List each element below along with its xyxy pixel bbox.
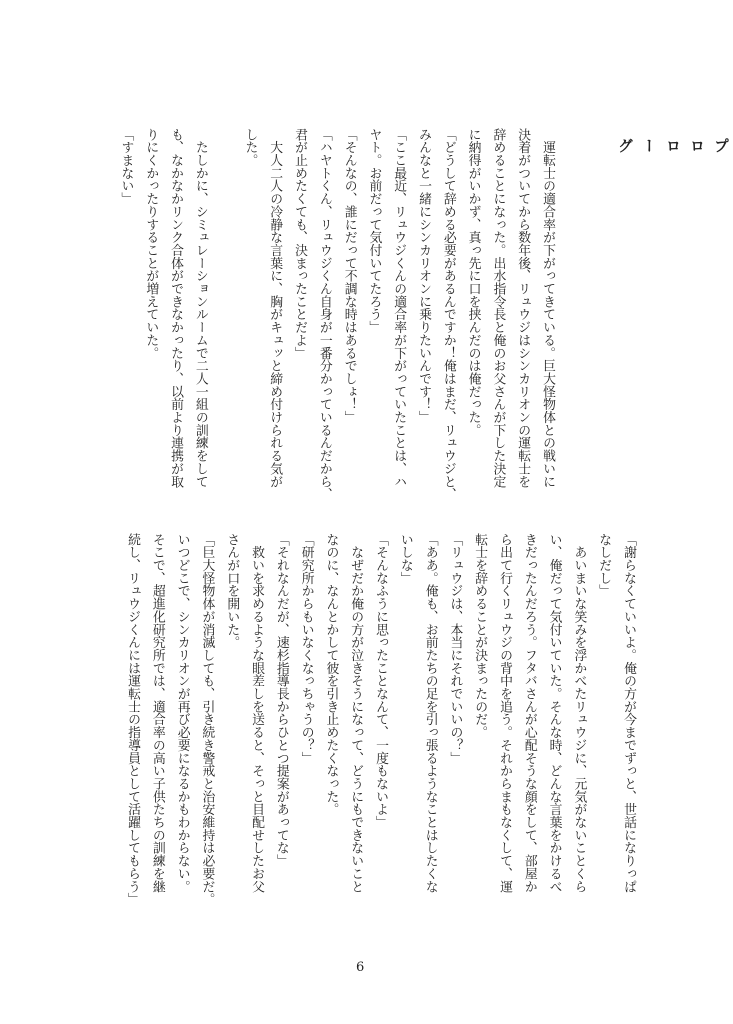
text-line: 転士を辞めることが決まったのだ。 [472, 533, 488, 739]
text-line: みんなと一緒にシンカリオンに乗りたいんです！」 [416, 128, 432, 424]
text-line: 「どうして辞める必要があるんですか！俺はまだ、リュウジと、 [440, 128, 456, 501]
text-line: ら出て行くリュウジの背中を追う。それからまもなくして、運 [497, 533, 513, 893]
text-line: なしだし」 [596, 533, 612, 598]
text-line: 「そんなの、誰にだって不調な時はあるでしょ！」 [341, 128, 357, 424]
text-line: 「そんなふうに思ったことなんて、一度もないよ」 [373, 533, 389, 829]
text-line: 「ハヤトくん、リュウジくん自身が一番分かっているんだから、 [316, 128, 332, 501]
text-line: そこで、超進化研究所では、適合率の高い子供たちの訓練を継 [149, 533, 165, 893]
text-line: りにくかったりすることが増えていた。 [143, 128, 159, 360]
text-line: に納得がいかず、真っ先に口を挟んだのは俺だった。 [465, 128, 481, 437]
text-line: 君が止めたくても、決まったことだよ」 [292, 128, 308, 360]
text-line [212, 128, 237, 500]
text-line: 辞めることになった。出水指令長と俺のお父さんが下した決定 [490, 128, 506, 488]
text-tier-top [113, 128, 559, 500]
text-tier-bottom [119, 533, 640, 905]
page-number: 6 [356, 960, 365, 975]
text-line: 「巨大怪物体が消滅しても、引き続き警戒と治安維持は必要だ。 [199, 533, 215, 906]
text-line: 「ここ最近、リュウジくんの適合率が下がっていたことは、ハ [391, 128, 407, 488]
text-line: いつどこで、シンカリオンが再び必要になるかもわからない。 [174, 533, 190, 893]
text-line: 「それなんだが、速杉指導長からひとつ提案があってな」 [273, 533, 289, 868]
text-line: した。 [242, 128, 258, 167]
text-line: さんが口を開いた。 [224, 533, 240, 649]
text-line: あいまいな笑みを浮かべたリュウジに、元気がないことくら [571, 533, 587, 893]
text-line: 「リュウジは、本当にそれでいいの？」 [447, 533, 463, 765]
text-line: も、なかなかリンク合体ができなかったり、以前より連携が取 [168, 128, 184, 488]
text-line: 大人二人の冷静な言葉に、胸がキュッと締め付けられる気が [267, 128, 283, 488]
text-line: たしかに、シミュレーションルームで二人一組の訓練をして [192, 128, 208, 488]
text-line: ヤト。お前だって気付いてたろう」 [366, 128, 382, 334]
chapter-title: プロローグ [616, 138, 730, 154]
text-line: なのに、なんとかして彼を引き止めたくなった。 [323, 533, 339, 816]
text-line: 運転士の適合率が下がってきている。巨大怪物体との戦いに [540, 128, 555, 488]
text-line: なぜだか俺の方が泣きそうになって、どうにもできないこと [348, 533, 364, 893]
text-line: 「ああ。俺も、お前たちの足を引っ張るようなことはしたくな [422, 533, 438, 893]
text-line: 「謝らなくていいよ。俺の方が今までずっと、世話になりっぱ [621, 533, 636, 893]
text-line: いしな」 [397, 533, 413, 585]
text-line: い、俺だって気付いていた。そんな時、どんな言葉をかけるべ [546, 533, 562, 893]
text-line: 救いを求めるような眼差しを送ると、そっと目配せしたお父 [249, 533, 265, 893]
text-line: 続し、リュウジくんには運転士の指導員として活躍してもらう」 [125, 533, 141, 906]
text-line: 「すまない」 [118, 128, 134, 206]
text-line: 「研究所からもいなくなっちゃうの？」 [298, 533, 314, 765]
text-line: きだったんだろう。フタバさんが心配そうな顔をして、部屋か [521, 533, 537, 893]
text-line: 決着がついてから数年後、リュウジはシンカリオンの運転士を [515, 128, 531, 488]
